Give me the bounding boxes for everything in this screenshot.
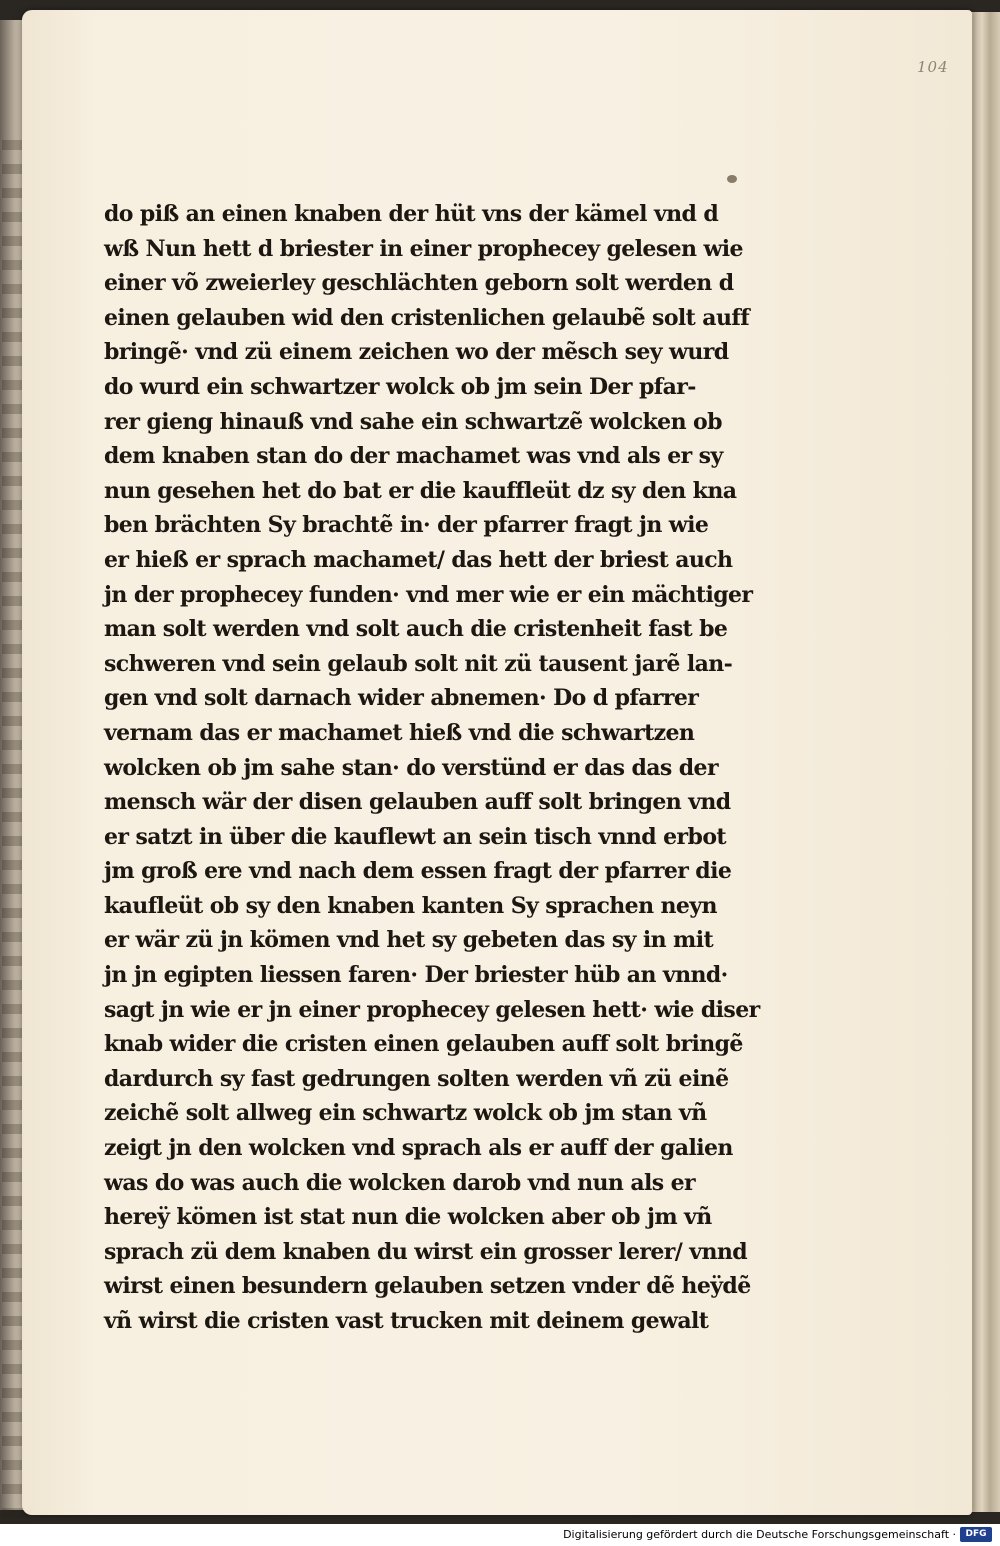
text-line: rer gieng hinauß vnd sahe ein schwartzẽ wolcken ob <box>104 408 722 435</box>
text-line: do wurd ein schwartzer wolck ob jm sein Der pfar- <box>104 373 696 400</box>
text-line: er hieß er sprach machamet/ das hett der briest auch <box>104 546 733 573</box>
text-line: er wär zü jn kömen vnd het sy gebeten das sy in mit <box>104 927 714 954</box>
text-line: sagt jn wie er jn einer prophecey gelesen hett· wie diser <box>104 996 760 1023</box>
text-line: man solt werden vnd solt auch die cristenheit fast be <box>104 616 728 643</box>
text-line: zeigt jn den wolcken vnd sprach als er auff der galien <box>104 1135 733 1162</box>
text-line: vñ wirst die cristen vast trucken mit deinem gewalt <box>104 1308 709 1334</box>
text-line: jn der prophecey funden· vnd mer wie er ein mächtiger <box>104 581 753 608</box>
book-page <box>22 10 972 1515</box>
text-line: mensch wär der disen gelauben auff solt bringen vnd <box>104 789 731 816</box>
text-line: sprach zü dem knaben du wirst ein grosser lerer/ vnnd <box>104 1238 748 1265</box>
text-line: wß Nun hett d briester in einer prophecey gelesen wie <box>104 235 743 262</box>
text-line: was do was auch die wolcken darob vnd nun als er <box>104 1169 696 1196</box>
text-line: dem knaben stan do der machamet was vnd als er sy <box>104 443 723 470</box>
text-line: einen gelauben wid den cristenlichen gelaubẽ solt auff <box>104 304 750 331</box>
dfg-logo: DFG <box>960 1527 992 1542</box>
text-line: schweren vnd sein gelaub solt nit zü tausent jarẽ lan- <box>104 650 733 677</box>
text-block <box>104 197 766 1339</box>
text-line: er satzt in über die kauflewt an sein tisch vnnd erbot <box>104 823 726 850</box>
text-line: gen vnd solt darnach wider abnemen· Do d pfarrer <box>104 685 699 712</box>
page-number: 104 <box>917 58 949 76</box>
text-line: kaufleüt ob sy den knaben kanten Sy sprachen neyn <box>104 892 717 919</box>
text-line: ben brächten Sy brachtẽ in· der pfarrer fragt jn wie <box>104 512 709 539</box>
text-line: wolcken ob jm sahe stan· do verstünd er das das der <box>104 754 718 781</box>
text-line: do piß an einen knaben der hüt vns der kämel vnd d <box>104 201 719 227</box>
text-line: dardurch sy fast gedrungen solten werden vñ zü einẽ <box>104 1065 729 1092</box>
text-line: jn jn egipten liessen faren· Der briester hüb an vnnd· <box>104 962 728 989</box>
text-line: einer võ zweierley geschlächten geborn solt werden d <box>104 270 734 297</box>
text-line: zeichẽ solt allweg ein schwartz wolck ob jm stan vñ <box>104 1100 707 1127</box>
text-line: hereÿ kömen ist stat nun die wolcken aber ob jm vñ <box>104 1204 712 1231</box>
footer-credit: Digitalisierung gefördert durch die Deutsche Forschungsgemeinschaft · <box>563 1528 956 1541</box>
text-line: jm groß ere vnd nach dem essen fragt der pfarrer die <box>104 858 732 885</box>
text-line: wirst einen besundern gelauben setzen vnder dẽ heÿdẽ <box>104 1273 751 1300</box>
text-line: knab wider die cristen einen gelauben auff solt bringẽ <box>104 1031 743 1058</box>
text-line: nun gesehen het do bat er die kauffleüt dz sy den kna <box>104 477 737 504</box>
text-line: bringẽ· vnd zü einem zeichen wo der mẽsch sey wurd <box>104 339 729 366</box>
ink-mark <box>727 175 737 183</box>
footer-bar <box>0 1524 1000 1546</box>
text-line: vernam das er machamet hieß vnd die schwartzen <box>104 719 695 746</box>
